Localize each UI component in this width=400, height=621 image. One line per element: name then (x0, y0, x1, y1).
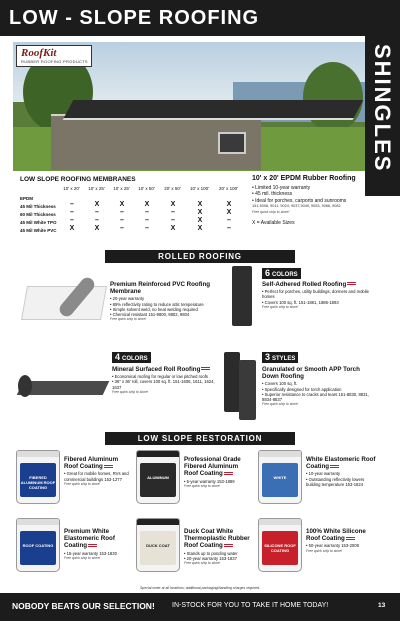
colors-badge: 6 COLORS (262, 268, 301, 279)
bucket-label-text: DUCK COAT (146, 543, 170, 548)
restoration-title: Duck Coat White Thermoplastic Rubber Roof Coating (184, 528, 250, 550)
restoration-title: Premium White Elastomeric Roof Coating (64, 528, 115, 550)
torch-bullet: • Specifically designed for torch application (262, 386, 342, 392)
membrane-row-label: 45 Mil White TPO (20, 220, 57, 225)
membrane-availability-cell: – (70, 201, 74, 208)
self-adhered-bullet: • Covers 100 sq. ft. 151-1881, 1886-1893 (262, 299, 339, 305)
restoration-bullet: • 10-year warranty (306, 471, 341, 477)
page-title: LOW - SLOPE ROOFING (9, 7, 260, 29)
usa-flag-icon (224, 544, 233, 548)
pvc-roll-image (22, 274, 107, 328)
bucket-lid (16, 450, 59, 457)
restoration-product (184, 456, 252, 489)
bucket-lid (136, 518, 179, 525)
footer-tagline: IN-STOCK FOR YOU TO TAKE IT HOME TODAY! (172, 602, 329, 609)
membrane-availability-cell: X (226, 201, 232, 208)
torch-bullet: • Covers 100 sq. ft. (262, 381, 298, 387)
bucket-label (20, 463, 56, 497)
pvc-bullet: • 85% reflectivity rating to reduce attic temperature (110, 301, 204, 307)
epdm-skus: 151-5008, 9011, 9024, 9037,9049, 9053, 9066, 9082 (252, 204, 341, 208)
torch-title: Granulated or Smooth APP Torch Down Roofing (262, 366, 360, 381)
shed-window (218, 132, 246, 154)
pvc-bullet: • 20-year warranty (110, 296, 145, 302)
restoration-product (306, 456, 376, 487)
pvc-product (110, 281, 215, 322)
brand-logo-name: RoofKit (21, 47, 57, 59)
coating-bucket-image (136, 450, 180, 504)
membrane-availability-cell: – (70, 209, 74, 216)
usa-flag-icon (201, 367, 210, 371)
restoration-bullet: • Great for mobile homes, RVs and commercial buildings 153-1277 (64, 471, 129, 482)
membrane-availability-cell: – (120, 225, 124, 232)
membrane-availability-cell: X (94, 225, 100, 232)
usa-flag-icon (224, 472, 233, 476)
torch-bullet: • Superior resistance to cracks and tears 151-8830, 8831, 8834-8837 (262, 391, 369, 403)
membrane-availability-cell: X (119, 201, 125, 208)
restoration-banner: LOW SLOPE RESTORATION (105, 432, 295, 445)
membrane-availability-cell: – (145, 209, 149, 216)
bucket-label-text: SILICONE ROOF COATING (264, 543, 296, 553)
membrane-availability-cell: – (227, 225, 231, 232)
membrane-availability-cell: X (197, 201, 203, 208)
membrane-availability-cell: X (197, 209, 203, 216)
bucket-label (140, 531, 176, 565)
membrane-size-header: 10' x 25' (88, 186, 105, 191)
restoration-bullet: • Stands up to ponding water (184, 550, 238, 556)
coating-bucket-image (258, 450, 302, 504)
membranes-table-section (20, 176, 250, 233)
pvc-title: Premium Reinforced PVC Roofing Membrane (110, 281, 211, 296)
bucket-lid (16, 518, 59, 525)
membrane-availability-cell: X (197, 225, 203, 232)
mineral-ship: Free quick ship to store! (112, 389, 149, 394)
membrane-availability-cell: X (144, 201, 150, 208)
mineral-roll-image (18, 369, 108, 399)
coating-bucket-image (16, 450, 60, 504)
availability-legend: X = Available Sizes (252, 219, 295, 226)
restoration-product (64, 456, 132, 487)
mineral-product (112, 366, 222, 395)
bucket-label (20, 531, 56, 565)
membrane-availability-cell: – (70, 217, 74, 224)
restoration-product (64, 528, 132, 561)
bucket-label-text: WHITE (273, 475, 287, 480)
colors-badge: 4 COLORS (112, 352, 151, 363)
bucket-lid (258, 518, 301, 525)
bucket-lid (136, 450, 179, 457)
epdm-title: 10' x 20' EPDM Rubber Roofing (252, 175, 356, 182)
epdm-bullet: • 45 mil. thickness (252, 191, 293, 197)
mineral-bullet: • Economical roofing for regular or low pitched roofs (112, 374, 208, 380)
restoration-ship: Free quick ship to store! (184, 561, 221, 566)
membranes-title: LOW SLOPE ROOFING MEMBRANES (20, 176, 136, 183)
torch-roll-image (224, 352, 258, 422)
footer-bar (0, 593, 400, 621)
restoration-ship: Free quick ship to store! (184, 483, 221, 488)
coating-bucket-image (136, 518, 180, 572)
restoration-title: 100% White Silicone Roof Coating (306, 528, 366, 543)
coating-bucket-image (16, 518, 60, 572)
epdm-roof (63, 100, 364, 120)
membrane-availability-cell: X (170, 201, 176, 208)
membrane-availability-cell: – (95, 209, 99, 216)
epdm-product (252, 176, 372, 226)
membrane-availability-cell: X (94, 201, 100, 208)
epdm-bullet: • Ideal for porches, carports and sunrooms (252, 197, 347, 204)
self-adhered-roll-image (232, 266, 252, 326)
torch-product (262, 366, 374, 407)
restoration-title: Fibered Aluminum Roof Coating (64, 456, 119, 471)
membrane-availability-cell: – (95, 217, 99, 224)
restoration-ship: Free quick ship to store! (64, 555, 101, 560)
membrane-availability-cell: – (227, 217, 231, 224)
header-bar (0, 0, 400, 36)
restoration-bullet: • Outstanding reflectivity lowers building temperature 153-1824 (306, 476, 365, 487)
self-adhered-bullet: • Perfect for porches, utility buildings, dormers and mobile homes (262, 289, 369, 300)
brand-logo-subtitle: RUBBER ROOFING PRODUCTS (21, 59, 88, 64)
membrane-availability-cell: – (145, 225, 149, 232)
epdm-ship: Free quick ship to store! (252, 210, 290, 214)
bucket-lid (258, 450, 301, 457)
membrane-size-header: 10' x 20' (63, 186, 80, 191)
side-tab (365, 36, 400, 196)
restoration-ship: Free quick ship to store! (64, 481, 101, 486)
membrane-availability-cell: – (120, 209, 124, 216)
membrane-size-header: 10' x 100' (190, 186, 209, 191)
tree (303, 62, 363, 132)
mineral-title: Mineral Surfaced Roll Roofing (112, 366, 222, 373)
bucket-label (140, 463, 176, 497)
rolled-roofing-banner: ROLLED ROOFING (105, 250, 295, 263)
membrane-availability-cell: X (226, 209, 232, 216)
membrane-size-header: 20' x 100' (219, 186, 238, 191)
pvc-ship: Free quick ship to store! (110, 317, 147, 322)
restoration-ship: Free quick ship to store! (306, 548, 343, 553)
usa-flag-icon (330, 465, 339, 469)
pvc-bullet: • Chemical resistant 151-9800, 9802, 9804 (110, 312, 190, 318)
bucket-label-text: FIBERED ALUMINUM ROOF COATING (20, 475, 56, 490)
pvc-bullet: • Simple solvent weld, no heat welding required (110, 306, 198, 312)
membrane-availability-cell: – (171, 209, 175, 216)
self-adhered-ship: Free quick ship to store! (262, 304, 299, 309)
usa-flag-icon (346, 537, 355, 541)
special-order-note: Special order at all locations; additional packaging/handling charges required. (139, 586, 261, 590)
restoration-bullet: • 20-year warranty 153-1837 (184, 555, 237, 561)
membrane-size-header: 10' x 25' (113, 186, 130, 191)
membrane-row-label: 45 Mil White PVC (20, 228, 57, 233)
bucket-label-text: ALUMINUM (147, 475, 169, 480)
coating-bucket-image (258, 518, 302, 572)
bucket-label-text: ROOF COATING (22, 543, 54, 548)
styles-badge: 3 STYLES (262, 352, 298, 363)
page-number: 13 (378, 602, 386, 609)
self-adhered-product (262, 281, 372, 310)
membrane-availability-cell: X (69, 225, 75, 232)
bucket-label (262, 463, 298, 497)
membrane-availability-cell: – (171, 217, 175, 224)
membrane-availability-cell: X (197, 217, 203, 224)
brand-logo (16, 45, 92, 67)
restoration-bullet: • 5-year warranty 153-1889 (184, 478, 235, 484)
membrane-row-label: 60 Mil Thickness (20, 212, 56, 217)
hero-photo (13, 42, 365, 171)
membrane-row-label: EPDM (20, 196, 34, 201)
restoration-title: White Elastomeric Roof Coating (306, 456, 376, 471)
restoration-product (306, 528, 376, 554)
restoration-bullet: • 15-year warranty 153-1830 (64, 550, 117, 556)
usa-flag-icon (88, 544, 97, 548)
membrane-availability-cell: – (120, 217, 124, 224)
bucket-label (262, 531, 298, 565)
membrane-availability-cell: – (145, 217, 149, 224)
side-tab-label: SHINGLES (370, 44, 395, 173)
membrane-row-label: 45 Mil Thickness (20, 204, 56, 209)
epdm-bullet: • Limited 10-year warranty (252, 184, 311, 191)
footer-slogan: NOBODY BEATS OUR SELECTION! (12, 601, 155, 611)
mineral-bullet: • 36" x 36' roll, covers 100 sq. ft. 151-1606, 1611, 1624, 1637 (112, 379, 215, 390)
membrane-size-header: 20' x 50' (164, 186, 181, 191)
torch-ship: Free quick ship to store! (262, 402, 299, 407)
usa-flag-icon (347, 282, 356, 286)
restoration-bullet: • 50-year warranty 153-2008 (306, 543, 359, 549)
restoration-title: Professional Grade Fibered Aluminum Roof Coating (184, 456, 241, 478)
self-adhered-title: Self-Adhered Rolled Roofing (262, 281, 372, 288)
usa-flag-icon (104, 465, 113, 469)
membrane-size-header: 10' x 50' (138, 186, 155, 191)
restoration-product (184, 528, 252, 566)
membrane-availability-cell: X (170, 225, 176, 232)
